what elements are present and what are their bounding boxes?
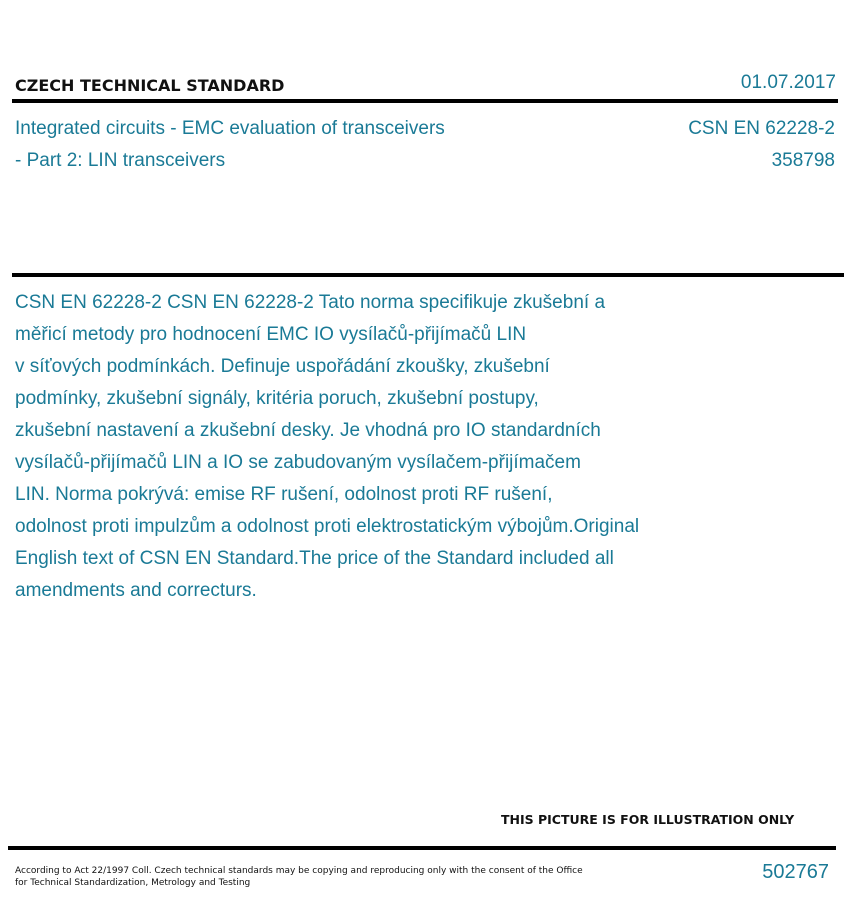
header-label: CZECH TECHNICAL STANDARD <box>15 76 285 95</box>
legal-note <box>15 865 583 889</box>
description-line: amendments and correcturs. <box>15 580 257 601</box>
illustration-note: THIS PICTURE IS FOR ILLUSTRATION ONLY <box>501 812 795 827</box>
description-line: odolnost proti impulzům a odolnost proti elektrostatickým výbojům.Original <box>15 516 640 537</box>
standard-title-line-1: Integrated circuits - EMC evaluation of transceivers <box>15 118 445 139</box>
header-divider <box>12 99 838 103</box>
description-line: v síťových podmínkách. Definuje uspořádání zkoušky, zkušební <box>15 356 550 377</box>
footer-divider <box>8 846 836 850</box>
catalog-number: 502767 <box>762 861 829 883</box>
standard-number: 358798 <box>771 150 835 171</box>
description-line: měřicí metody pro hodnocení EMC IO vysílačů-přijímačů LIN <box>15 324 527 345</box>
publication-date: 01.07.2017 <box>740 72 836 93</box>
standard-title-line-2: - Part 2: LIN transceivers <box>15 150 226 171</box>
title-divider <box>12 273 844 277</box>
description-line: vysílačů-přijímačů LIN a IO se zabudovaným vysílačem-přijímačem <box>15 452 581 473</box>
description-line: zkušební nastavení a zkušební desky. Je vhodná pro IO standardních <box>15 420 601 441</box>
legal-note-line-2: for Technical Standardization, Metrology and Testing <box>15 878 251 888</box>
description-line: podmínky, zkušební signály, kritéria poruch, zkušební postupy, <box>15 388 539 409</box>
description-line: English text of CSN EN Standard.The price of the Standard included all <box>15 548 614 569</box>
description-line: CSN EN 62228-2 CSN EN 62228-2 Tato norma specifikuje zkušební a <box>15 292 606 313</box>
description-line: LIN. Norma pokrývá: emise RF rušení, odolnost proti RF rušení, <box>15 484 553 505</box>
legal-note-line-1: According to Act 22/1997 Coll. Czech technical standards may be copying and reproducing only with the consent of the Office <box>15 866 583 876</box>
standard-code: CSN EN 62228-2 <box>688 118 835 139</box>
